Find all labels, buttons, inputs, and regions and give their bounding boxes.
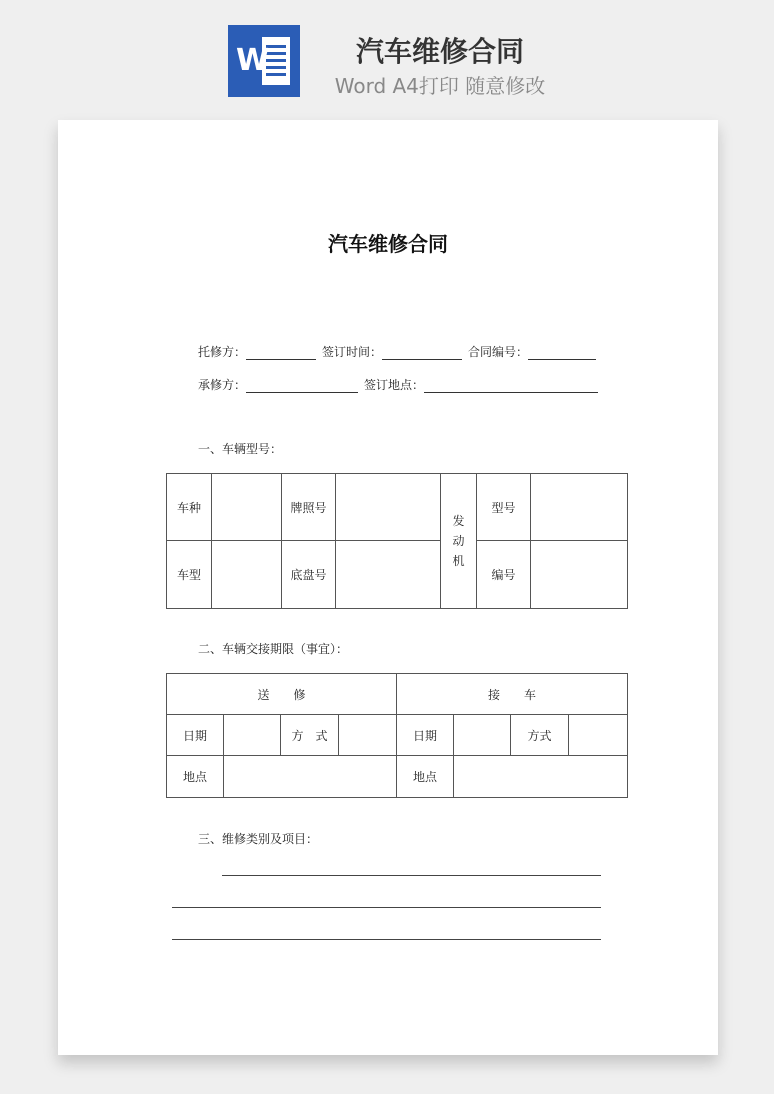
receive-date-label: 日期 [397, 715, 454, 756]
contract-no-blank[interactable] [528, 346, 596, 360]
banner-subtitle: Word A4打印 随意修改 [334, 74, 546, 98]
sign-place-blank[interactable] [424, 379, 598, 393]
engine-number-label: 编号 [477, 541, 531, 609]
contract-no-label: 合同编号： [468, 345, 529, 359]
receive-method-cell[interactable] [569, 715, 628, 756]
send-date-label: 日期 [167, 715, 224, 756]
client-label: 托修方： [198, 345, 247, 359]
sign-time-blank[interactable] [382, 346, 462, 360]
engine-number-cell[interactable] [531, 541, 628, 609]
banner [0, 0, 774, 110]
section3-heading: 三、维修类别及项目： [198, 832, 319, 846]
vehicle-model-table [166, 473, 628, 609]
model-label: 车型 [167, 541, 212, 609]
client-blank[interactable] [246, 346, 316, 360]
vehicle-type-label: 车种 [167, 474, 212, 541]
model-cell[interactable] [212, 541, 282, 609]
sign-place-label: 签订地点： [364, 378, 425, 392]
engine-model-cell[interactable] [531, 474, 628, 541]
word-logo-letter: W [236, 43, 270, 78]
plate-label: 牌照号 [282, 474, 336, 541]
field-row-1 [198, 342, 602, 360]
sign-time-label: 签订时间： [322, 345, 383, 359]
chassis-label: 底盘号 [282, 541, 336, 609]
receive-date-cell[interactable] [454, 715, 511, 756]
send-place-cell[interactable] [224, 756, 397, 798]
chassis-cell[interactable] [336, 541, 441, 609]
engine-label: 发动机 [452, 514, 465, 568]
document-page [58, 120, 718, 1055]
receive-header: 接 车 [397, 674, 628, 715]
word-icon [228, 25, 300, 97]
vehicle-type-cell[interactable] [212, 474, 282, 541]
engine-model-label: 型号 [477, 474, 531, 541]
send-place-label: 地点 [167, 756, 224, 798]
plate-cell[interactable] [336, 474, 441, 541]
section1-heading: 一、车辆型号： [198, 442, 283, 456]
section2-heading: 二、车辆交接期限（事宜）： [198, 642, 349, 656]
send-date-cell[interactable] [224, 715, 281, 756]
receive-place-cell[interactable] [454, 756, 628, 798]
repair-item-line-2[interactable] [172, 907, 601, 908]
contract-fields [198, 342, 602, 408]
engine-label-cell [441, 474, 477, 609]
send-header: 送 修 [167, 674, 397, 715]
repairer-blank[interactable] [246, 379, 358, 393]
repair-item-line-1[interactable] [222, 875, 601, 876]
document-title: 汽车维修合同 [328, 232, 448, 256]
repair-item-line-3[interactable] [172, 939, 601, 940]
field-row-2 [198, 375, 602, 393]
send-method-label: 方 式 [281, 715, 339, 756]
banner-title: 汽车维修合同 [355, 35, 524, 68]
handover-table [166, 673, 628, 798]
repairer-label: 承修方： [198, 378, 247, 392]
send-method-cell[interactable] [339, 715, 397, 756]
receive-method-label: 方式 [511, 715, 569, 756]
receive-place-label: 地点 [397, 756, 454, 798]
